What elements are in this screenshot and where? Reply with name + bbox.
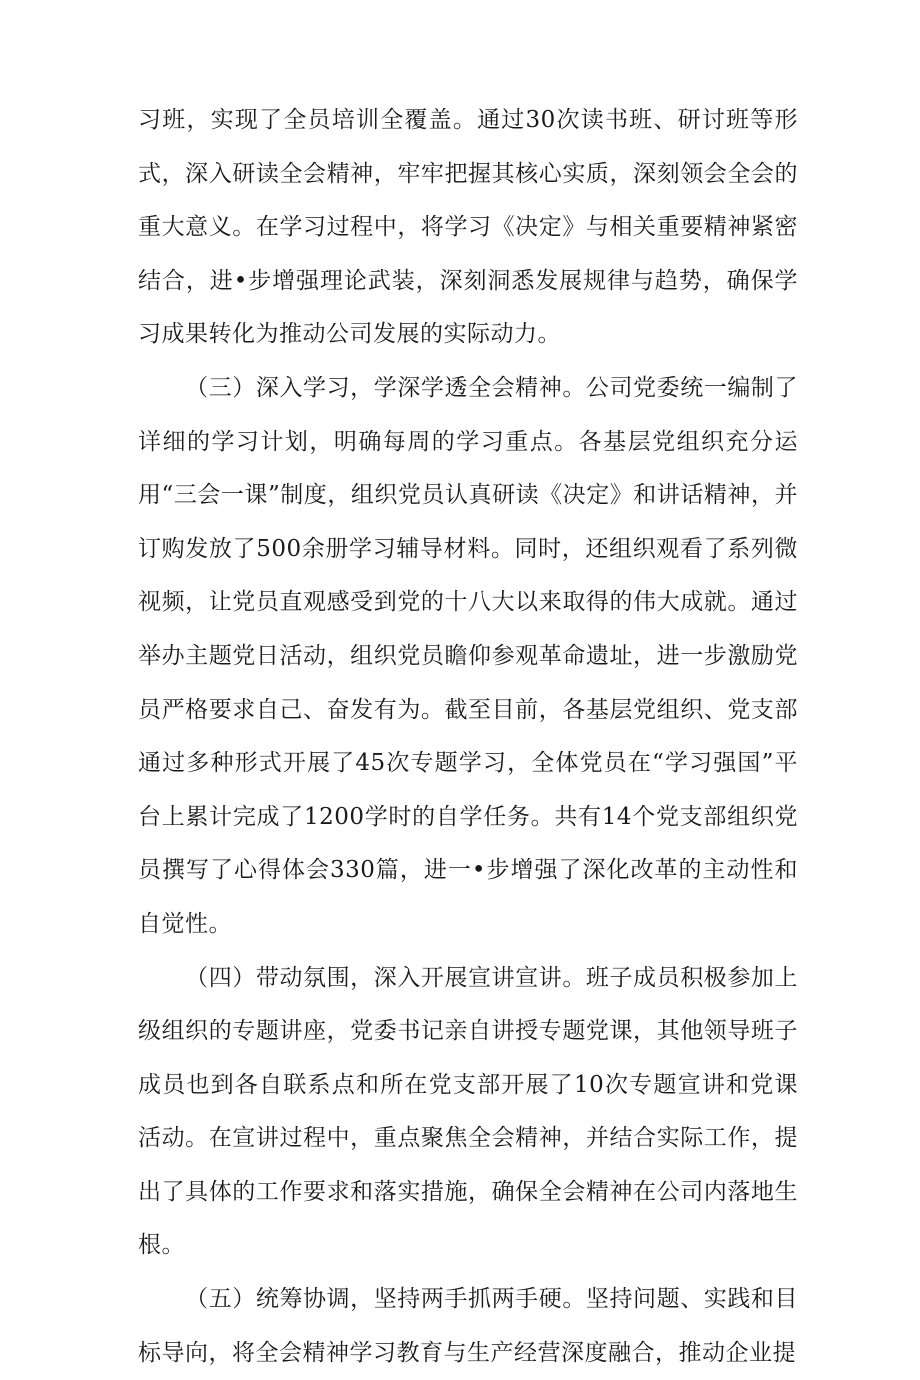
paragraph-section-three-study: （三）深入学习，学深学透全会精神。公司党委统一编制了详细的学习计划，明确每周的学习重点。各基层党组织充分运用“三会一课”制度，组织党员认真研读《决定》和讲话精神，并订购发放了500余册学习辅导材料。同时，还组织观看了系列微视频，让党员直观感受到党的十八大以来取得的伟大成就。通过举办主题党日活动，组织党员瞻仰参观革命遗址，进一步激励党员严格要求自己、奋发有为。截至目前，各基层党组织、党支部通过多种形式开展了45次专题学习，全体党员在“学习强国”平台上累计完成了1200学时的自学任务。共有14个党支部组织党员撰写了心得体会330篇，进一•步增强了深化改革的主动性和自觉性。	[138, 374, 798, 937]
document-body	[138, 94, 798, 1380]
paragraph-continuation-training: 习班，实现了全员培训全覆盖。通过30次读书班、研讨班等形式，深入研读全会精神，牢牢把握其核心实质，深刻领会全会的重大意义。在学习过程中，将学习《决定》与相关重要精神紧密结合，进•步增强理论武装，深刻洞悉发展规律与趋势，确保学习成果转化为推动公司发展的实际动力。	[138, 107, 798, 348]
paragraph-section-four-lectures: （四）带动氛围，深入开展宣讲宣讲。班子成员积极参加上级组织的专题讲座，党委书记亲自讲授专题党课，其他领导班子成员也到各自联系点和所在党支部开展了10次专题宣讲和党课活动。在宣讲过程中，重点聚焦全会精神，并结合实际工作，提出了具体的工作要求和落实措施，确保全会精神在公司内落地生根。	[138, 964, 798, 1259]
paragraph-section-five-coordination: （五）统筹协调，坚持两手抓两手硬。坚持问题、实践和目标导向，将全会精神学习教育与生产经营深度融合，推动企业提	[138, 1286, 798, 1366]
